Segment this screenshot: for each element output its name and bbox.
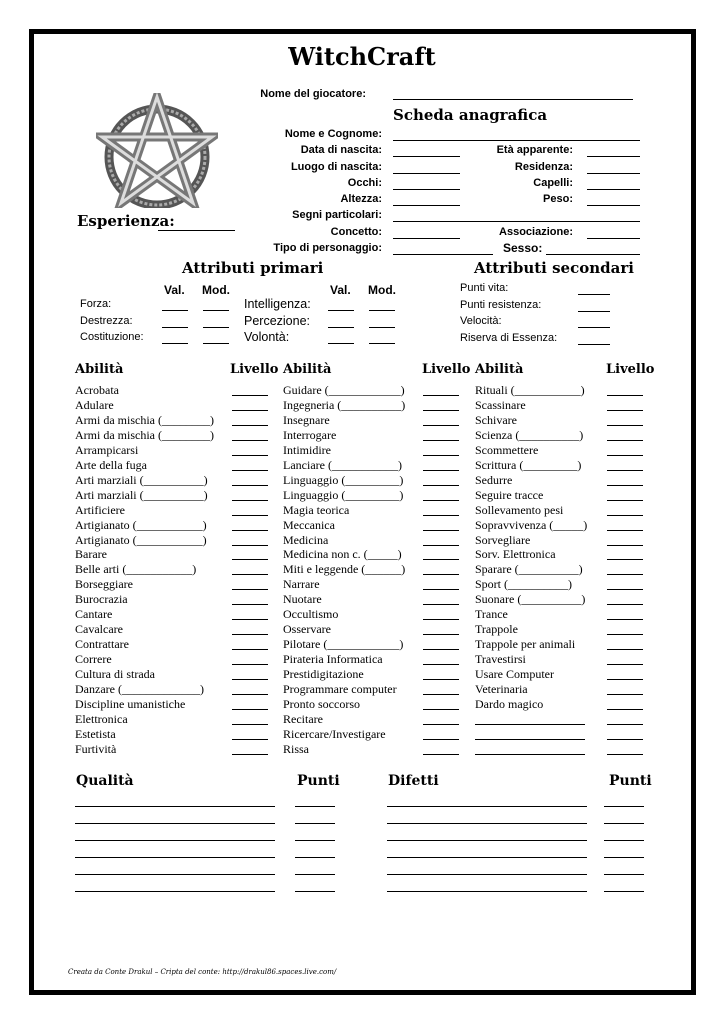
skill-name: Medicina [283,532,329,547]
quality-field[interactable] [75,806,275,807]
skill-level-field[interactable] [232,724,268,725]
primary-attr-val[interactable] [162,327,188,328]
weight-field[interactable] [587,205,640,206]
skill-level-field[interactable] [607,545,643,546]
secondary-attr-label: Punti resistenza: [460,298,542,311]
char-type-field[interactable] [393,254,493,255]
skill-level-field[interactable] [423,679,459,680]
skill-level-field[interactable] [423,545,459,546]
sex-field[interactable] [546,254,640,255]
skill-level-field[interactable] [607,470,643,471]
skill-level-field[interactable] [232,679,268,680]
player-field[interactable] [393,99,633,100]
skill-level-field[interactable] [607,455,643,456]
eyes-field[interactable] [393,189,460,190]
height-field[interactable] [393,205,460,206]
primary-attr-val[interactable] [162,310,188,311]
skill-name: Adulare [75,397,114,412]
skill-level-field[interactable] [423,425,459,426]
flaw-points-field[interactable] [604,891,644,892]
skill-level-field[interactable] [423,724,459,725]
skill-name: Trappole [475,622,518,637]
skill-level-field[interactable] [423,410,459,411]
skill-level-field[interactable] [423,485,459,486]
skill-level-field[interactable] [232,619,268,620]
skill-blank-field[interactable] [475,754,585,755]
primary-attr-val[interactable] [162,343,188,344]
concept-label: Concetto: [330,226,382,238]
primary-attr-mod[interactable] [369,310,395,311]
marks-label: Segni particolari: [292,209,382,221]
flaw-points-field[interactable] [604,874,644,875]
skill-name: Cultura di strada [75,667,155,682]
quality-field[interactable] [75,857,275,858]
secondary-attributes-title: Attributi secondari [474,259,634,277]
quality-points-field[interactable] [295,891,335,892]
primary-attr-mod[interactable] [203,327,229,328]
skill-level-field[interactable] [607,694,643,695]
skill-level-field[interactable] [232,410,268,411]
skill-level-field[interactable] [423,754,459,755]
quality-points-field[interactable] [295,874,335,875]
flaw-field[interactable] [387,806,587,807]
primary-attr-mod[interactable] [203,343,229,344]
skill-level-field[interactable] [607,739,643,740]
skill-level-field[interactable] [607,679,643,680]
skill-name: Sorv. Elettronica [475,547,556,562]
skill-name: Arti marziali (__________) [75,472,208,487]
skill-name: Artigianato (___________) [75,532,207,547]
flaws-title: Difetti [388,773,439,789]
flaw-points-field[interactable] [604,840,644,841]
primary-attr-label: Intelligenza: [244,297,311,311]
quality-field[interactable] [75,840,275,841]
apparent-age-label: Età apparente: [496,144,573,156]
quality-field[interactable] [75,874,275,875]
skill-name: Sparare (__________) [475,562,583,577]
skill-name: Ingegneria (__________) [283,397,406,412]
skill-name: Lanciare (___________) [283,457,402,472]
flaw-field[interactable] [387,891,587,892]
skill-name: Arti marziali (__________) [75,487,208,502]
skill-name: Sport (__________) [475,577,572,592]
skill-level-field[interactable] [423,574,459,575]
primary-attr-mod[interactable] [203,310,229,311]
skill-name: Usare Computer [475,667,554,682]
skill-level-field[interactable] [423,739,459,740]
skill-name: Sopravvivenza (_____) [475,517,588,532]
quality-points-field[interactable] [295,857,335,858]
skill-name: Burocrazia [75,592,128,607]
apparent-age-field[interactable] [587,156,640,157]
skill-level-field[interactable] [607,574,643,575]
skill-level-field[interactable] [423,515,459,516]
skill-level-field[interactable] [423,559,459,560]
skill-level-field[interactable] [232,709,268,710]
primary-attr-mod[interactable] [369,343,395,344]
skill-name: Seguire tracce [475,487,544,502]
skill-name: Pilotare (____________) [283,637,404,652]
skill-level-field[interactable] [423,619,459,620]
skill-level-field[interactable] [607,530,643,531]
experience-field[interactable] [158,230,235,231]
skill-name: Barare [75,547,107,562]
skill-level-field[interactable] [423,395,459,396]
skill-name: Cavalcare [75,622,123,637]
primary-attr-val[interactable] [328,343,354,344]
flaw-field[interactable] [387,823,587,824]
skill-level-field[interactable] [232,664,268,665]
secondary-attr-field[interactable] [578,327,610,328]
skill-name: Prestidigitazione [283,667,364,682]
primary-attr-label: Costituzione: [80,331,144,343]
skill-level-field[interactable] [232,425,268,426]
flaw-field[interactable] [387,840,587,841]
skill-name: Estetista [75,726,116,741]
skill-name: Artificiere [75,502,125,517]
skill-name: Travestirsi [475,652,526,667]
skill-level-field[interactable] [607,485,643,486]
skill-name: Magia teorica [283,502,350,517]
skill-name: Scassinare [475,397,526,412]
skill-level-field[interactable] [607,709,643,710]
name-label: Nome e Cognome: [284,128,382,140]
skill-level-field[interactable] [423,440,459,441]
skill-level-field[interactable] [232,395,268,396]
quality-field[interactable] [75,891,275,892]
skill-level-field[interactable] [423,530,459,531]
skill-name: Miti e leggende (______) [283,562,406,577]
mod-header-right: Mod. [368,283,396,297]
weight-label: Peso: [543,193,573,205]
hair-field[interactable] [587,189,640,190]
skill-level-field[interactable] [607,754,643,755]
skill-name: Belle arti (___________) [75,562,197,577]
skill-name: Trance [475,607,508,622]
skill-name: Veterinaria [475,682,528,696]
skill-level-field[interactable] [607,589,643,590]
flaw-points-field[interactable] [604,823,644,824]
hair-label: Capelli: [533,177,573,189]
skill-name: Interrogare [283,427,337,442]
skill-level-field[interactable] [607,724,643,725]
flaw-points-field[interactable] [604,857,644,858]
skill-name: Rituali (___________) [475,383,585,397]
skill-name: Furtività [75,741,117,756]
skill-level-field[interactable] [607,559,643,560]
footer-credit: Creata da Conte Drakul – Cripta del conte: http://drakul86.spaces.live.com/ [68,968,337,976]
skill-name: Pronto soccorso [283,696,360,711]
level-header: Livello [606,362,655,377]
primary-attr-label: Volontà: [244,330,290,344]
skill-level-field[interactable] [607,425,643,426]
skill-level-field[interactable] [232,470,268,471]
page-title: WitchCraft [288,42,436,71]
skill-name: Linguaggio (_________) [283,472,404,487]
skill-level-field[interactable] [607,395,643,396]
residence-field[interactable] [587,173,640,174]
height-label: Altezza: [340,193,382,205]
skill-level-field[interactable] [232,739,268,740]
skill-level-field[interactable] [423,709,459,710]
skill-name: Pirateria Informatica [283,652,383,667]
flaw-field[interactable] [387,857,587,858]
skill-name: Artigianato (___________) [75,517,207,532]
primary-attr-label: Forza: [80,298,112,310]
eyes-label: Occhi: [347,177,382,189]
skill-name: Scommettere [475,442,539,457]
quality-points-field[interactable] [295,823,335,824]
skill-name: Danzare (_____________) [75,682,204,696]
concept-field[interactable] [393,238,460,239]
skill-level-field[interactable] [607,664,643,665]
skill-name: Meccanica [283,517,335,532]
skill-level-field[interactable] [232,754,268,755]
mod-header-left: Mod. [202,283,230,297]
skill-name: Suonare (__________) [475,592,586,607]
skills-header: Abilità [75,362,124,377]
quality-field[interactable] [75,823,275,824]
skill-name: Armi da mischia (________) [75,427,214,442]
skill-level-field[interactable] [232,500,268,501]
player-label: Nome del giocatore: [260,88,366,100]
skill-name: Sorvegliare [475,532,531,547]
skill-name: Cantare [75,607,113,622]
skill-blank-field[interactable] [475,724,585,725]
flaw-points-field[interactable] [604,806,644,807]
skill-level-field[interactable] [607,634,643,635]
secondary-attr-field[interactable] [578,311,610,312]
skill-name: Trappole per animali [475,637,576,652]
skill-name: Ricercare/Investigare [283,726,386,741]
skill-level-field[interactable] [423,500,459,501]
skill-name: Rissa [283,741,310,756]
flaw-field[interactable] [387,874,587,875]
val-header-right: Val. [330,283,351,297]
skill-level-field[interactable] [232,589,268,590]
skill-name: Medicina non c. (_____) [283,547,402,562]
flaws-points-header: Punti [609,773,652,789]
qualities-title: Qualità [76,773,134,789]
skill-level-field[interactable] [232,530,268,531]
skill-name: Acrobata [75,383,119,397]
secondary-attr-field[interactable] [578,344,610,345]
skill-level-field[interactable] [607,410,643,411]
skill-level-field[interactable] [607,604,643,605]
skill-name: Scienza (__________) [475,427,584,442]
sheet-title: Scheda anagrafica [393,106,548,124]
primary-attr-val[interactable] [328,310,354,311]
skill-name: Scrittura (_________) [475,457,582,472]
birth-place-label: Luogo di nascita: [290,161,382,173]
primary-attr-mod[interactable] [369,327,395,328]
skill-name: Guidare (____________) [283,383,405,397]
skill-name: Arte della fuga [75,457,147,472]
skill-level-field[interactable] [607,515,643,516]
skill-level-field[interactable] [232,515,268,516]
skill-name: Narrare [283,577,320,592]
skill-level-field[interactable] [232,440,268,441]
skill-name: Elettronica [75,711,128,726]
skill-name: Sedurre [475,472,513,487]
secondary-attr-label: Velocità: [460,315,502,327]
skill-level-field[interactable] [423,589,459,590]
association-field[interactable] [587,238,640,239]
primary-attr-label: Destrezza: [80,315,133,327]
skill-name: Insegnare [283,412,330,427]
skill-level-field[interactable] [232,545,268,546]
skill-name: Arrampicarsi [75,442,139,457]
qualities-points-header: Punti [297,773,340,789]
marks-field[interactable] [393,221,640,222]
residence-label: Residenza: [514,161,573,173]
skill-name: Nuotare [283,592,322,607]
skill-name: Armi da mischia (________) [75,412,214,427]
skill-name: Programmare computer [283,682,397,696]
association-label: Associazione: [499,226,573,238]
skills-header: Abilità [475,362,524,377]
name-field[interactable] [393,140,640,141]
skill-level-field[interactable] [423,634,459,635]
birth-place-field[interactable] [393,173,460,174]
skill-level-field[interactable] [423,694,459,695]
skill-name: Schivare [475,412,517,427]
experience-label: Esperienza: [77,212,175,230]
primary-attr-val[interactable] [328,327,354,328]
primary-attr-label: Percezione: [244,314,311,328]
skill-name: Osservare [283,622,331,637]
skill-name: Occultismo [283,607,339,622]
skill-name: Contrattare [75,637,129,652]
quality-points-field[interactable] [295,806,335,807]
val-header-left: Val. [164,283,185,297]
skill-name: Discipline umanistiche [75,696,186,711]
skill-name: Dardo magico [475,696,544,711]
skill-level-field[interactable] [607,440,643,441]
skill-level-field[interactable] [423,664,459,665]
skills-header: Abilità [283,362,332,377]
pentacle-icon [96,93,218,208]
skill-level-field[interactable] [232,485,268,486]
skill-level-field[interactable] [607,649,643,650]
skill-blank-field[interactable] [475,739,585,740]
birth-date-field[interactable] [393,156,460,157]
skill-level-field[interactable] [423,649,459,650]
skill-level-field[interactable] [607,619,643,620]
birth-date-label: Data di nascita: [300,144,382,156]
level-header: Livello [422,362,471,377]
skill-level-field[interactable] [232,634,268,635]
secondary-attr-label: Riserva di Essenza: [460,331,558,344]
skill-name: Linguaggio (_________) [283,487,404,502]
skill-level-field[interactable] [607,500,643,501]
skill-level-field[interactable] [232,574,268,575]
quality-points-field[interactable] [295,840,335,841]
skill-level-field[interactable] [423,455,459,456]
skill-level-field[interactable] [232,604,268,605]
skill-name: Intimidire [283,442,331,457]
skill-level-field[interactable] [423,470,459,471]
secondary-attr-field[interactable] [578,294,610,295]
skill-level-field[interactable] [232,694,268,695]
primary-attributes-title: Attributi primari [182,259,324,277]
sex-label: Sesso: [503,241,543,255]
skill-level-field[interactable] [232,455,268,456]
secondary-attr-label: Punti vita: [460,282,509,294]
skill-name: Correre [75,652,112,667]
skill-name: Sollevamento pesi [475,502,564,517]
char-type-label: Tipo di personaggio: [273,242,382,254]
skill-level-field[interactable] [232,559,268,560]
level-header: Livello [230,362,279,377]
skill-level-field[interactable] [232,649,268,650]
skill-name: Recitare [283,711,323,726]
skill-level-field[interactable] [423,604,459,605]
skill-name: Borseggiare [75,577,133,592]
